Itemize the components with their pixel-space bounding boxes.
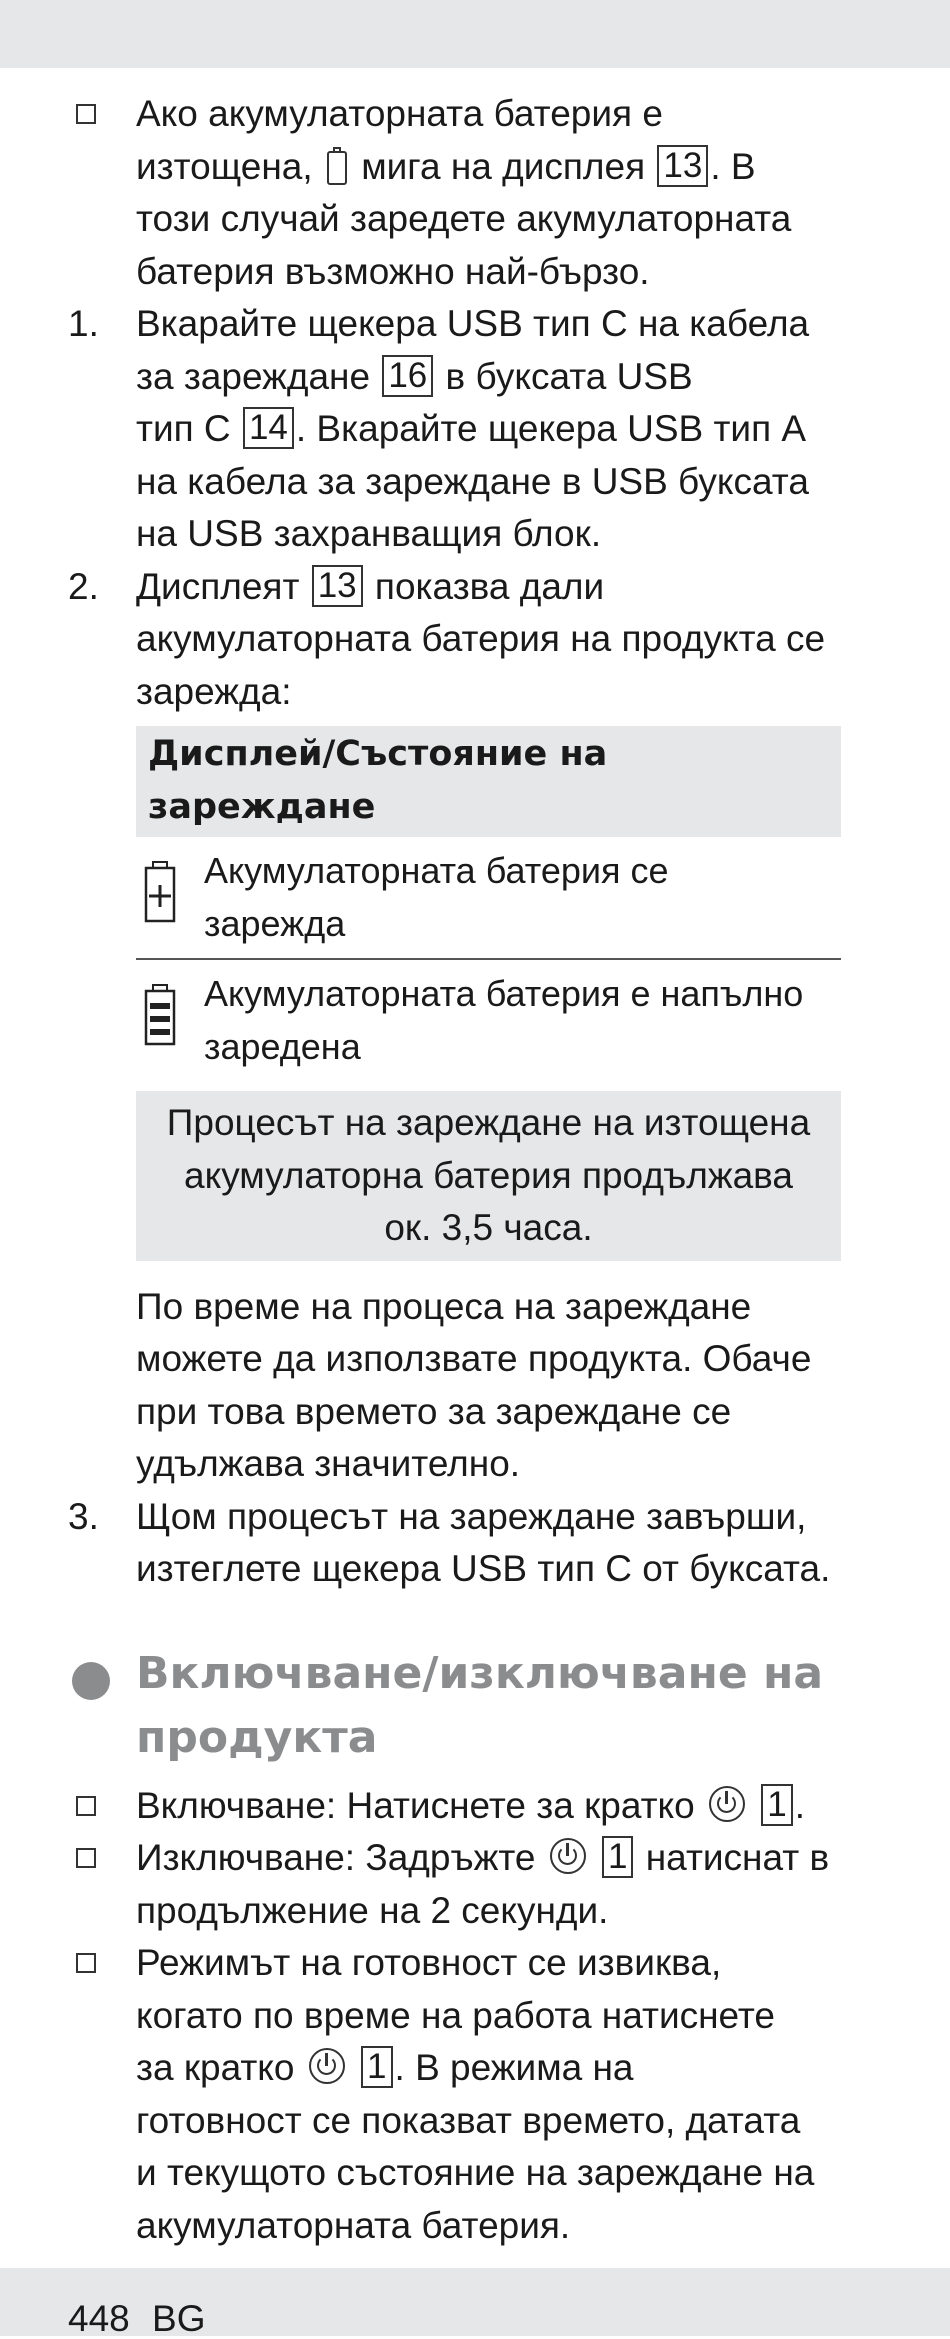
- page-footer: [68, 2300, 205, 2337]
- battery-full-icon: [144, 984, 176, 1046]
- language-code: BG: [152, 2298, 206, 2339]
- note-line: ок. 3,5 часа.: [384, 1207, 593, 1248]
- text-line: зарежда:: [136, 670, 292, 712]
- paragraph-line: при това времето за зареждане се: [136, 1390, 732, 1432]
- text-line: Режимът на готовност се извиква,: [136, 1942, 722, 1983]
- table-row-full: [136, 960, 841, 1081]
- power-button-icon: [309, 2048, 345, 2084]
- text-line: Включване: Натиснете за кратко 1 .: [136, 1784, 806, 1826]
- step-3-text: [136, 1491, 890, 1596]
- text-line: Вкарайте щекера USB тип C на кабела: [136, 303, 810, 344]
- charging-status-table: [136, 726, 841, 1261]
- table-row-line: Акумулаторната батерия е напълно: [204, 973, 804, 1014]
- part-number-ref: 13: [312, 565, 363, 607]
- battery-charging-icon: [144, 861, 176, 923]
- paragraph-line: По време на процеса на зареждане: [136, 1285, 752, 1327]
- text-line: за кратко 1 . В режима на: [136, 2047, 634, 2088]
- step-number: 3.: [68, 1495, 99, 1537]
- bullet-switch-on-text: [136, 1780, 890, 1833]
- part-number-ref: 14: [243, 407, 294, 449]
- text-line: за зареждане 16 в буксата USB: [136, 355, 693, 397]
- section-dot-icon: [72, 1662, 110, 1700]
- table-row-line: заредена: [204, 1025, 361, 1067]
- square-bullet-icon: [76, 1796, 96, 1816]
- bullet-standby-text: [136, 1937, 890, 2252]
- charging-use-paragraph: [0, 1261, 950, 1491]
- text-line: този случай заредете акумулаторната: [136, 198, 792, 239]
- text-line: Дисплеят 13 показва дали: [136, 565, 605, 607]
- paragraph-line: удължава значително.: [136, 1443, 521, 1484]
- text-line: и текущото състояние на зареждане на: [136, 2152, 815, 2193]
- note-line: акумулаторна батерия продължава: [184, 1154, 793, 1196]
- step-2: [0, 561, 950, 719]
- table-header-line: Дисплей/Състояние на: [148, 734, 608, 774]
- text-line: Ако акумулаторната батерия е: [136, 93, 663, 134]
- table-header: [136, 726, 841, 837]
- part-number-ref: 1: [761, 1784, 792, 1826]
- square-bullet-icon: [76, 1953, 96, 1973]
- step-2-text: [136, 561, 890, 719]
- text-line: на USB захранващия блок.: [136, 513, 602, 554]
- text-line: продължение на 2 секунди.: [136, 1889, 609, 1931]
- table-header-line: зареждане: [148, 786, 376, 827]
- charging-time-note: [136, 1091, 841, 1261]
- step-number: 2.: [68, 565, 99, 607]
- top-bar: [0, 0, 950, 68]
- note-line: Процесът на зареждане на изтощена: [166, 1102, 811, 1143]
- text-line: батерия възможно най-бързо.: [136, 250, 650, 292]
- power-button-icon: [550, 1838, 586, 1874]
- step-3: [0, 1491, 950, 1596]
- bullet-battery-empty-text: [136, 88, 890, 298]
- text-line: готовност се показват времето, датата: [136, 2099, 801, 2141]
- power-button-icon: [709, 1786, 745, 1822]
- section-title-line: Включване/изключване на: [136, 1647, 824, 1699]
- text-line: когато по време на работа натиснете: [136, 1994, 776, 2036]
- bullet-standby: [0, 1937, 950, 2252]
- step-1-text: [136, 298, 890, 561]
- text-line: на кабела за зареждане в USB буксата: [136, 460, 809, 502]
- bullet-switch-on: [0, 1780, 950, 1833]
- page-number: 448: [68, 2298, 130, 2339]
- bullet-battery-empty: [0, 88, 950, 298]
- paragraph-line: можете да използвате продукта. Обаче: [136, 1338, 812, 1379]
- table-row-line: Акумулаторната батерия се: [204, 850, 669, 891]
- square-bullet-icon: [76, 104, 96, 124]
- part-number-ref: 16: [382, 355, 433, 397]
- text-line: Изключване: Задръжте 1 натиснат в: [136, 1837, 830, 1878]
- text-line: тип C 14 . Вкарайте щекера USB тип A: [136, 408, 807, 449]
- bullet-switch-off: [0, 1832, 950, 1937]
- text-line: Щом процесът на зареждане завърши,: [136, 1495, 807, 1537]
- page-content: [0, 88, 950, 2252]
- square-bullet-icon: [76, 1848, 96, 1868]
- section-heading: [0, 1642, 950, 1770]
- text-line: акумулаторната батерия.: [136, 2204, 571, 2246]
- part-number-ref: 13: [657, 145, 708, 187]
- battery-empty-icon: [327, 151, 347, 185]
- table-row-charging: [136, 837, 841, 960]
- part-number-ref: 1: [361, 2046, 392, 2088]
- text-line: акумулаторната батерия на продукта се: [136, 618, 826, 659]
- text-line: изтощена, мига на дисплея 13 . В: [136, 145, 756, 187]
- step-number: 1.: [68, 303, 99, 344]
- step-1: [0, 298, 950, 561]
- text-line: изтеглете щекера USB тип C от буксата.: [136, 1548, 831, 1589]
- table-row-line: зарежда: [204, 902, 346, 944]
- part-number-ref: 1: [602, 1836, 633, 1878]
- section-title-line: продукта: [136, 1711, 378, 1763]
- bullet-switch-off-text: [136, 1832, 890, 1937]
